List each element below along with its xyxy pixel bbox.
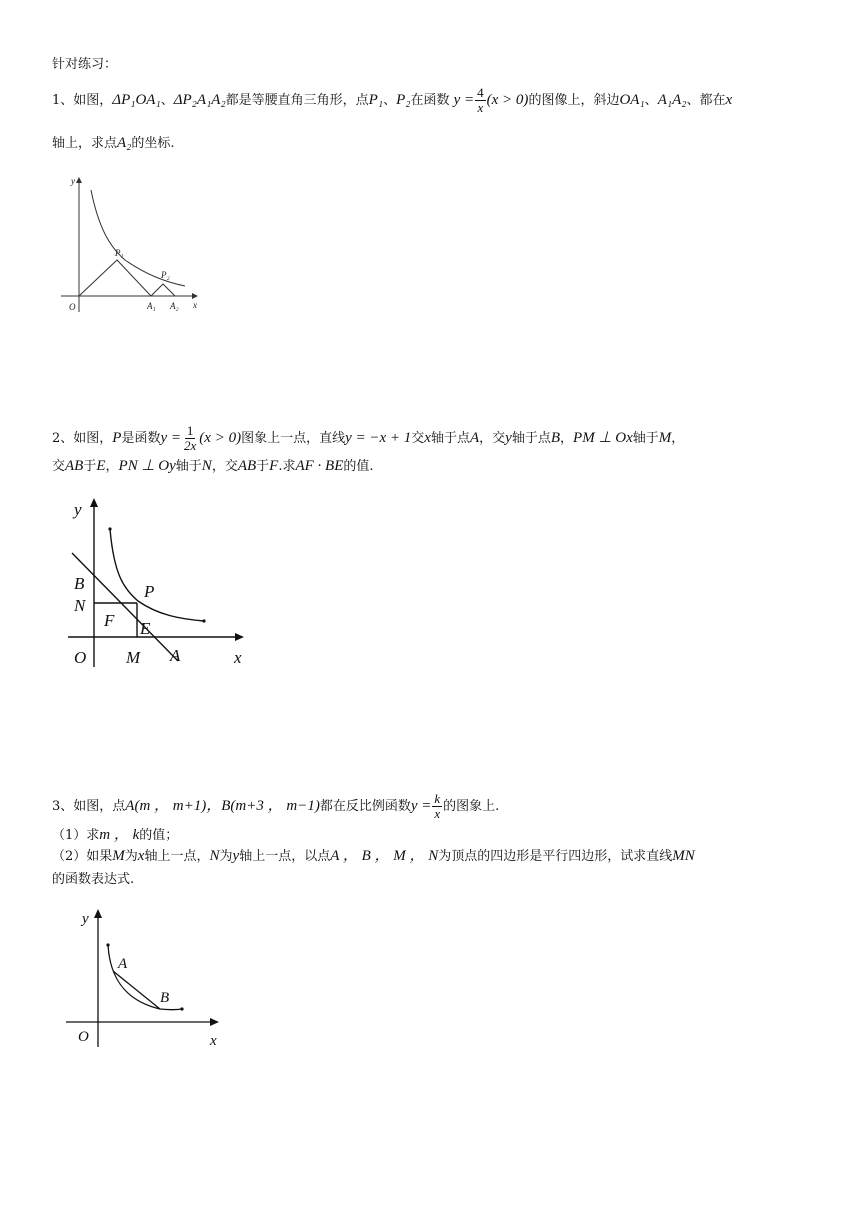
q2-x-arrow-icon <box>235 633 244 641</box>
q3-func-lhs: y = <box>410 798 432 814</box>
q3-text: 为 <box>219 849 233 864</box>
q2-number: 2、 <box>52 431 74 446</box>
q2-point-a: A <box>469 430 480 446</box>
q1-label-o: O <box>69 302 76 312</box>
q3-text: （1）求 <box>52 828 100 843</box>
q3-func-den: x <box>434 806 441 821</box>
q1-func-fraction <box>475 86 486 115</box>
q2-text: ， <box>560 431 574 446</box>
q3-sub-2-cont <box>52 871 134 889</box>
q1-intro: 如图， <box>73 93 113 108</box>
q1-line-2 <box>52 134 175 153</box>
q3-text: 轴上一点， <box>144 849 210 864</box>
section-heading: 针对练习： <box>52 57 118 72</box>
q2-func-fraction <box>182 424 198 453</box>
q1-text: 、都在 <box>686 93 726 108</box>
q2-text: ， <box>671 431 685 446</box>
q1-func-num: 4 <box>477 85 484 100</box>
q3-n: N <box>209 848 220 864</box>
q1-line-1 <box>52 86 732 115</box>
q1-label-a2: A₂ <box>170 301 179 311</box>
q2-point-b: B <box>550 430 561 446</box>
q1-oa1: OA₁ <box>619 92 645 108</box>
q1-label-p2: P₂ <box>161 270 170 280</box>
q1-triangle-2-shape <box>151 284 175 296</box>
q2-curve-end-dot <box>202 619 205 622</box>
q3-segment-ab <box>113 971 160 1009</box>
q1-text: 轴上，求点 <box>52 136 118 151</box>
q1-a2: A₂ <box>117 135 132 151</box>
q2-label-p: P <box>144 582 155 601</box>
q3-text: 为顶点的四边形是平行四边形，试求直线 <box>438 849 673 864</box>
q2-label-n: N <box>74 596 86 615</box>
q3-label-b: B <box>160 990 170 1006</box>
q3-sub-2 <box>52 847 695 866</box>
q1-number: 1、 <box>52 93 74 108</box>
q3-curve-end-dot <box>180 1007 183 1010</box>
q1-label-x: x <box>193 300 197 310</box>
q3-a-coords: (m ， m+1)， <box>134 798 222 814</box>
q3-point-a: A <box>125 798 135 814</box>
q3-label-o: O <box>78 1029 89 1045</box>
q3-curve <box>108 945 182 1010</box>
q1-text: 的坐标. <box>131 136 175 151</box>
q2-y: y <box>505 430 512 446</box>
q1-sep: 、 <box>160 93 174 108</box>
q1-x-arrow-icon <box>192 293 198 299</box>
q2-func-den: 2x <box>184 438 197 453</box>
q2-func-lhs: y = <box>160 430 182 446</box>
q3-label-a: A <box>118 956 128 972</box>
q2-label-e: E <box>140 619 151 638</box>
q2-label-a: A <box>170 646 181 665</box>
q1-func-cond: (x > 0) <box>486 92 529 108</box>
q2-text: 图象上一点，直线 <box>241 431 346 446</box>
q3-number: 3、 <box>52 799 74 814</box>
q2-pn: PN ⊥ Oy <box>118 458 176 474</box>
q2-line-eq: y = −x + 1 <box>345 430 412 446</box>
q3-y-arrow-icon <box>94 909 102 918</box>
q1-func-lhs: y = <box>453 92 475 108</box>
q2-text: 轴于点 <box>430 431 470 446</box>
q3-m: M <box>112 848 125 864</box>
q3-sub-1 <box>52 826 178 845</box>
q1-figure <box>55 170 215 320</box>
q2-point-n: N <box>201 458 212 474</box>
q2-point-p: P <box>112 430 122 446</box>
q3-text: 为 <box>124 849 138 864</box>
q2-pm: PM ⊥ Ox <box>573 430 633 446</box>
q2-intro: 如图， <box>73 431 113 446</box>
q3-label-y: y <box>82 911 89 927</box>
q2-ab: AB <box>65 458 84 474</box>
q2-text: 于 <box>83 459 97 474</box>
q2-text: ，交 <box>211 459 238 474</box>
q3-text: 的函数表达式. <box>52 872 135 887</box>
q3-point-b: B <box>221 798 231 814</box>
q2-text: 轴于 <box>632 431 659 446</box>
q2-label-o: O <box>74 648 87 667</box>
q2-label-y: y <box>74 500 82 519</box>
q1-point-p1: P₁ <box>368 92 384 108</box>
q3-sub1-vars: m ， k <box>99 827 140 843</box>
q3-intro: 如图，点 <box>73 799 126 814</box>
q1-text: 都是等腰直角三角形，点 <box>225 93 369 108</box>
q1-triangle-1: ΔP₁OA₁ <box>112 92 161 108</box>
q1-triangle-1-shape <box>79 260 151 296</box>
q1-triangle-2: ΔP₂A₁A₂ <box>173 92 226 108</box>
q3-func-num: k <box>434 791 441 806</box>
q3-text: 轴上一点，以点 <box>239 849 331 864</box>
q3-func-fraction <box>432 792 442 821</box>
q3-x: x <box>137 848 145 864</box>
q2-text: 轴于 <box>175 459 202 474</box>
q2-point-m: M <box>658 430 672 446</box>
q3-mn: MN <box>672 848 695 864</box>
q2-figure <box>60 495 260 675</box>
q2-point-e: E <box>96 458 106 474</box>
q1-label-y: y <box>71 176 75 186</box>
q2-point-f: F <box>269 458 279 474</box>
q3-text: （2）如果 <box>52 849 113 864</box>
q2-text: 于 <box>256 459 270 474</box>
q2-func-num: 1 <box>186 423 194 438</box>
q2-ab: AB <box>237 458 257 474</box>
q2-text: ，交 <box>479 431 506 446</box>
q3-b-coords: (m+3 ， m−1) <box>230 798 320 814</box>
q1-x: x <box>725 92 733 108</box>
q3-curve-start-dot <box>106 943 109 946</box>
q3-x-arrow-icon <box>210 1018 219 1026</box>
q3-y: y <box>232 848 240 864</box>
q1-point-p2: P₂ <box>396 92 411 108</box>
q2-x: x <box>424 430 431 446</box>
q1-sep: 、 <box>644 93 658 108</box>
q1-text: 的图像上，斜边 <box>528 93 620 108</box>
q2-text: 的值. <box>343 459 374 474</box>
q2-line-2 <box>52 457 374 476</box>
q3-text: 都在反比例函数 <box>319 799 411 814</box>
q1-sep: 、 <box>383 93 397 108</box>
q3-label-x: x <box>210 1033 217 1049</box>
q2-expr: AF · BE <box>295 458 344 474</box>
q1-y-arrow-icon <box>76 177 82 183</box>
q3-figure <box>60 905 230 1055</box>
q3-text: 的图象上. <box>443 799 500 814</box>
q2-line-1 <box>52 424 684 453</box>
q2-curve-start-dot <box>108 527 111 530</box>
q2-label-x: x <box>234 648 242 667</box>
q3-points: A ， B ， M ， N <box>330 848 439 864</box>
q1-func-den: x <box>477 100 484 115</box>
q2-line-ab <box>72 553 178 661</box>
q2-text: .求 <box>278 459 296 474</box>
q2-label-f: F <box>104 611 115 630</box>
q2-y-arrow-icon <box>90 498 98 507</box>
q1-text: 在函数 <box>410 93 450 108</box>
q2-text: 交 <box>411 431 425 446</box>
q2-text: 交 <box>52 459 66 474</box>
q1-label-a1: A₁ <box>147 301 156 311</box>
q2-func-cond: (x > 0) <box>199 430 242 446</box>
q3-text: 的值； <box>139 828 179 843</box>
q2-text: 是函数 <box>121 431 161 446</box>
q2-text: ， <box>105 459 119 474</box>
q2-label-m: M <box>126 648 141 667</box>
q2-text: 轴于点 <box>511 431 551 446</box>
q1-label-p1: P₁ <box>115 248 124 258</box>
q2-label-b: B <box>74 574 85 593</box>
q2-curve <box>110 529 204 621</box>
q1-a1a2: A₁A₂ <box>657 92 687 108</box>
q3-line-1 <box>52 792 499 821</box>
